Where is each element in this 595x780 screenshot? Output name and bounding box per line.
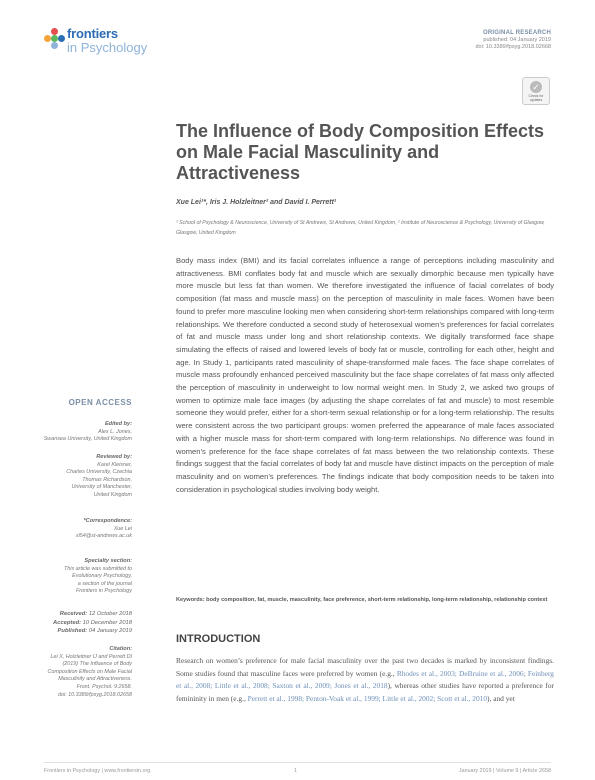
- footer-journal-link[interactable]: Frontiers in Psychology | www.frontiersin.org: [44, 768, 151, 774]
- footer-issue-info: January 2019 | Volume 9 | Article 2658: [458, 768, 551, 774]
- published-date: published: 04 January 2019: [483, 37, 551, 43]
- logo-text-frontiers: frontiers: [67, 26, 118, 41]
- journal-logo[interactable]: [44, 26, 164, 62]
- specialty-line[interactable]: Evolutionary Psychology,: [72, 573, 132, 580]
- section-heading-introduction: INTRODUCTION: [176, 633, 261, 645]
- page-number: 1: [294, 768, 297, 774]
- correspondence-email[interactable]: xl54@st-andrews.ac.uk: [75, 533, 132, 540]
- article-title: The Influence of Body Composition Effects on Male Facial Masculinity and Attractiveness: [176, 121, 545, 183]
- specialty-line[interactable]: Frontiers in Psychology: [75, 588, 132, 595]
- accepted-label: Accepted:: [53, 619, 82, 626]
- citation-line: Lei X, Holzleitner IJ and Perrett DI: [50, 653, 132, 660]
- intro-text: Research on women’s preference for male facial masculinity over the past two decades is marked by inconsistent findings. Some studies found that masculine faces were preferred by women (e.g.,: [176, 656, 554, 678]
- correspondence-block: [76, 518, 132, 541]
- specialty-label: Specialty section:: [84, 558, 132, 564]
- correspondence-label: *Correspondence:: [83, 518, 132, 524]
- introduction-paragraph: [176, 655, 554, 705]
- dates-block: [53, 610, 132, 636]
- affiliations: ¹ School of Psychology & Neuroscience, University of St Andrews, St Andrews, United Kingdom, ² Institute of Neuroscience & Psychology, University of Glasgow, Glasgow, United Kingdom: [176, 220, 545, 236]
- specialty-block: [64, 558, 132, 596]
- citation-doi[interactable]: doi: 10.3389/fpsyg.2018.02658: [57, 691, 132, 698]
- open-access-label: OPEN ACCESS: [68, 398, 132, 407]
- citation-link[interactable]: Perrett et al., 1998; Penton-Voak et al., 1999; Little et al., 2002; Scott et al., 2010: [247, 693, 488, 703]
- edited-by-block: [44, 421, 132, 444]
- accepted-row: [53, 619, 132, 628]
- editor-affiliation: Swansea University, United Kingdom: [43, 436, 132, 443]
- citation-line: Masculinity and Attractiveness.: [58, 676, 132, 683]
- reviewed-by-block: [66, 454, 132, 500]
- reviewer-affiliation: United Kingdom: [93, 491, 132, 498]
- citation-line: (2019) The Influence of Body: [62, 661, 132, 668]
- received-label: Received:: [59, 611, 88, 617]
- reviewer-name[interactable]: Karel Kleisner,: [97, 461, 132, 468]
- specialty-line: This article was submitted to: [63, 565, 132, 572]
- article-meta-header: [475, 30, 551, 51]
- reviewer-affiliation: Charles University, Czechia: [66, 469, 132, 476]
- citation-block: [48, 646, 133, 699]
- edited-by-label: Edited by:: [104, 421, 132, 427]
- received-date: 12 October 2018: [88, 611, 132, 617]
- intro-text: ), whereas other studies have reported a preference for femininity in men (e.g.,: [176, 681, 554, 703]
- abstract: Body mass index (BMI) and its facial correlates influence a range of perceptions including masculinity and attractiveness. BMI conflates body fat and muscle which are sexually dimorphic because men typically have more muscle but less fat than women. We therefore investigated the influence of facial correlates of body composition (fat mass and muscle mass) on the perception of masculinity in male faces. Women have been found to prefer more masculine looking men when considering short-term relationships compared with long-term relationships. We therefore conducted a second study of heterosexual women’s preferences for facial correlates of fat and muscle mass under long and short relationship contexts. We digitally transformed face shape simulating the effects of raised and lowered levels of body fat or muscle, controlling for each other, height and age. In Study 1, participants rated masculinity of shape-transformed male faces. The face shape correlates of muscle mass profoundly enhanced perceived masculinity but the face shape correlates of fat mass only affected the perception of masculinity in underweight to low normal weight men. In Study 2, we asked two groups of women to optimize male face images (by adjusting the shape correlates of fat and muscle) to most resemble someone they would prefer, either for a short-term sexual relationship or for a long-term relationship. The results were consistent across the two participant groups: women preferred the appearance of male faces associated with a higher muscle mass for short-term compared with long-term relationships. No difference was found in women’s preference for the face shape correlates of fat mass between the two relationship contexts. These findings suggest that the facial correlates of body fat and muscle have distinct impacts on the perception of male masculinity and on women’s preferences. The findings indicate that body composition needs to be taken into consideration in psychological studies involving body weight.: [176, 256, 554, 494]
- citation-line: Composition Effects on Male Facial: [47, 668, 132, 675]
- page-footer: [44, 768, 551, 774]
- footer-divider: [44, 762, 551, 763]
- specialty-line: a section of the journal: [77, 580, 132, 587]
- keywords: Keywords: body composition, fat, muscle, masculinity, face preference, short-term relationship, long-term relationship, relationship context: [176, 597, 548, 603]
- editor-name[interactable]: Alex L. Jones,: [98, 428, 132, 435]
- reviewed-by-label: Reviewed by:: [96, 454, 132, 460]
- accepted-date: 10 December 2018: [82, 619, 132, 626]
- published-row: [53, 627, 132, 636]
- received-row: [53, 610, 132, 619]
- intro-text: ), and yet: [487, 693, 515, 703]
- correspondence-name: Xue Lei: [113, 525, 132, 532]
- citation-link[interactable]: Rhodes et al., 2003; DeBruine et al., 2006; Feinberg et al., 2008; Little et al., 2008; Saxton et al., 2009; Jones et al., 2018: [176, 668, 555, 691]
- reviewer-name[interactable]: Thomas Richardson,: [82, 476, 132, 483]
- citation-line: Front. Psychol. 9:2658.: [76, 683, 132, 690]
- authors[interactable]: Xue Lei¹*, Iris J. Holzleitner² and David I. Perrett¹: [176, 199, 337, 206]
- article-type: ORIGINAL RESEARCH: [483, 30, 551, 36]
- reviewer-affiliation: University of Manchester,: [71, 484, 132, 491]
- logo-text-journal: in Psychology: [67, 40, 148, 55]
- citation-label: Citation:: [109, 646, 132, 652]
- doi[interactable]: doi: 10.3389/fpsyg.2018.02668: [475, 44, 551, 50]
- check-for-updates-label: Check for updates: [528, 94, 544, 102]
- frontiers-logo-icon: [44, 28, 66, 50]
- check-for-updates-button[interactable]: [522, 77, 550, 105]
- published-label: Published:: [57, 628, 88, 634]
- published-date-side: 04 January 2019: [88, 628, 132, 634]
- check-icon: ✓: [530, 81, 542, 93]
